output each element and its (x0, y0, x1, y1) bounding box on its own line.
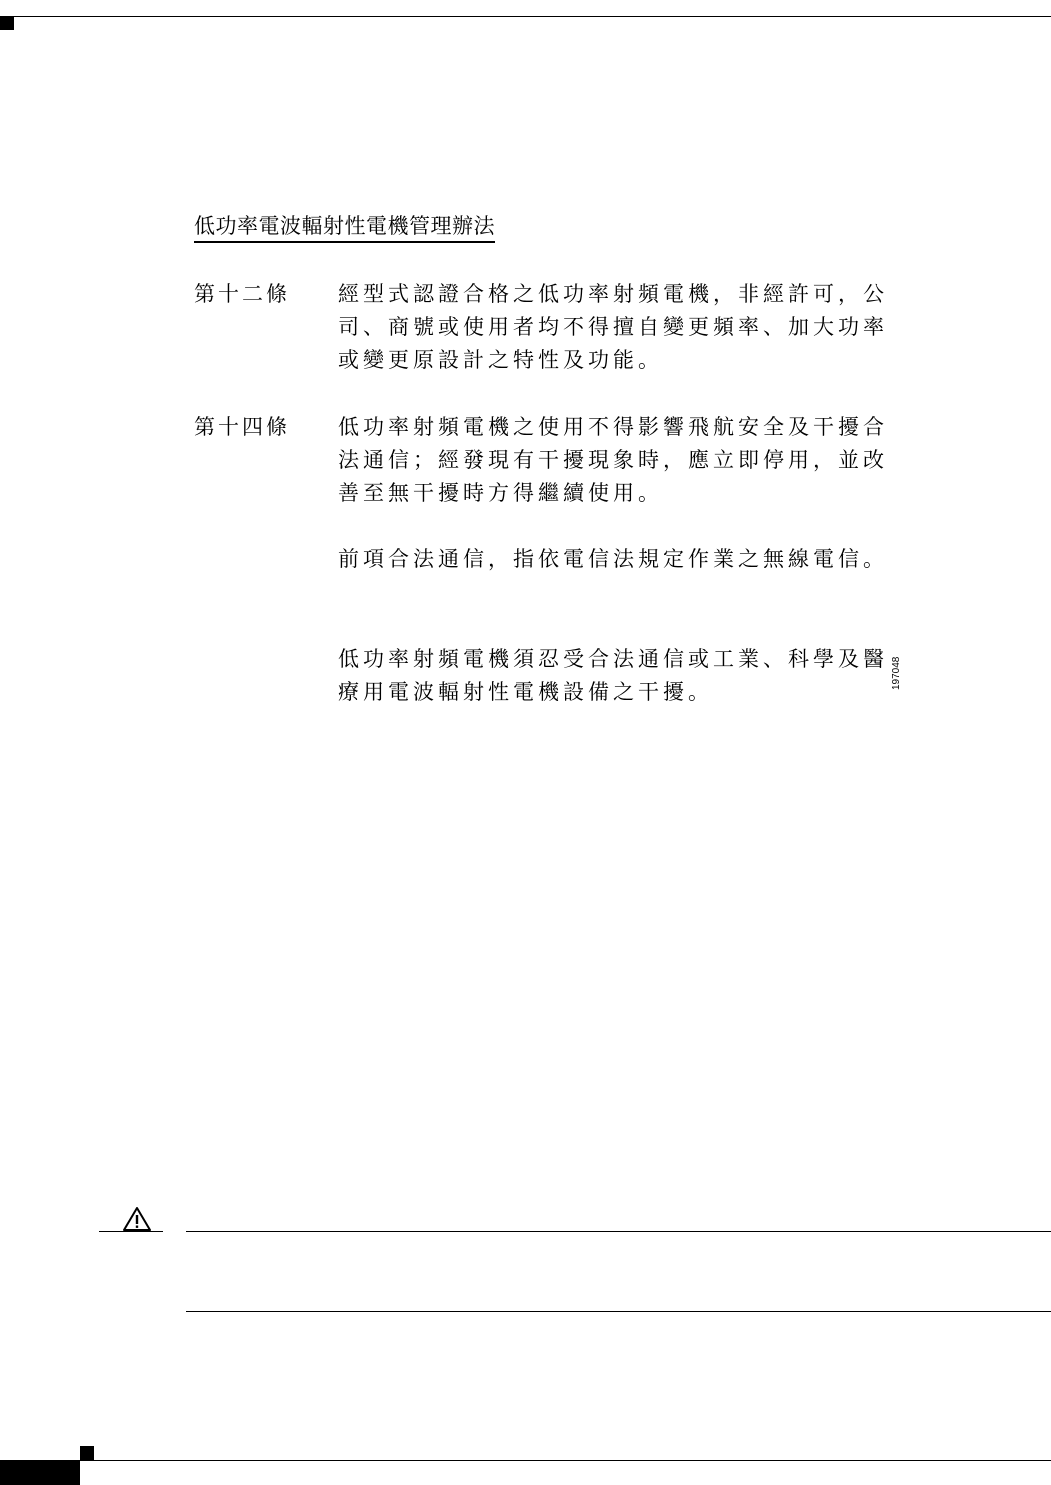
article-14-label: 第十四條 (194, 415, 290, 439)
caution-top-rule (186, 1231, 1051, 1232)
article-12-label: 第十二條 (194, 282, 290, 306)
article-12-paragraph-1: 經型式認證合格之低功率射頻電機，非經許可，公司、商號或使用者均不得擅自變更頻率、加大功率或變更原設計之特性及功能。 (338, 282, 888, 372)
header-corner-mark (0, 16, 14, 30)
article-14-paragraph-3: 低功率射頻電機須忍受合法通信或工業、科學及醫療用電波輻射性電機設備之干擾。 (338, 647, 888, 704)
document-title: 低功率電波輻射性電機管理辦法 (194, 211, 495, 243)
figure-id: 197048 (891, 656, 902, 690)
caution-bottom-rule (186, 1311, 1051, 1312)
caution-icon-rule (99, 1231, 163, 1232)
footer-corner-mark (80, 1446, 94, 1460)
article-14-paragraph-2: 前項合法通信，指依電信法規定作業之無線電信。 (338, 547, 888, 571)
header-rule (0, 16, 1051, 17)
warning-triangle-icon (122, 1206, 152, 1232)
footer-page-tab (0, 1460, 80, 1485)
footer-rule (80, 1460, 1051, 1461)
article-14-paragraph-1: 低功率射頻電機之使用不得影響飛航安全及干擾合法通信；經發現有干擾現象時，應立即停用，並改善至無干擾時方得繼續使用。 (338, 415, 888, 505)
